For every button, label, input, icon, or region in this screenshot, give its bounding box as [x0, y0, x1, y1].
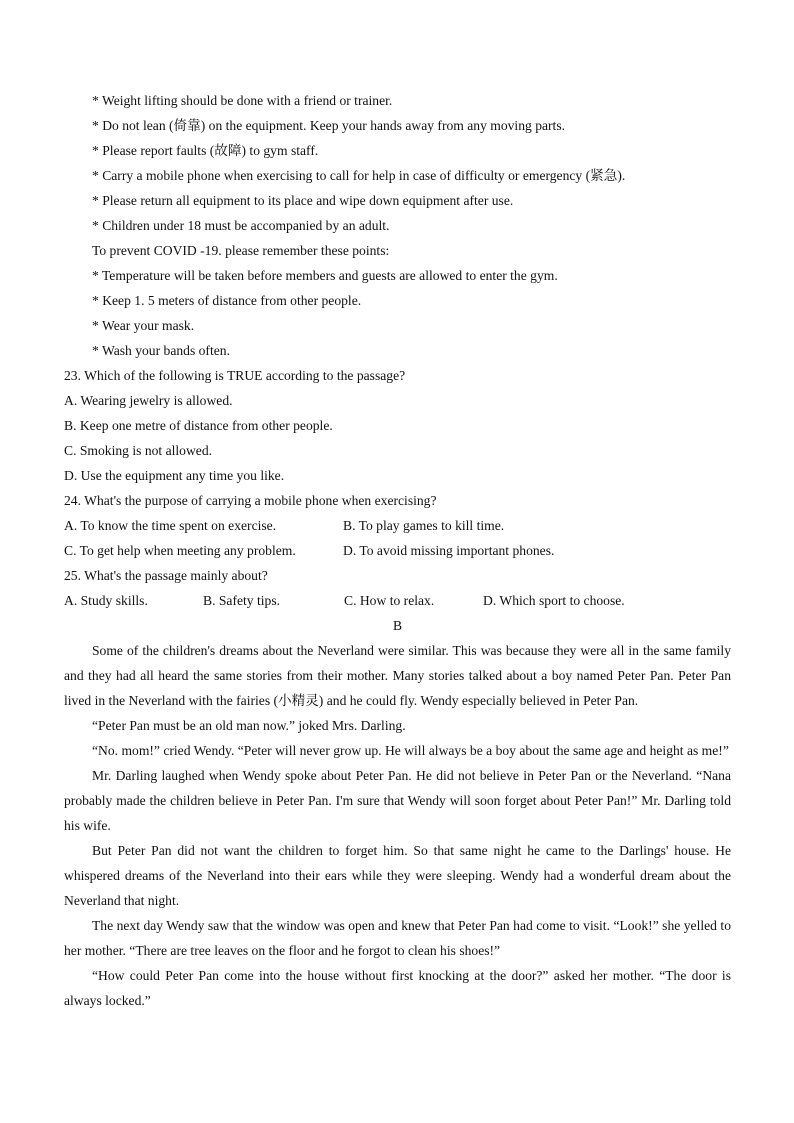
answer-option: D. Which sport to choose.	[483, 593, 625, 608]
rule-item: * Weight lifting should be done with a friend or trainer.	[92, 93, 393, 108]
document-content	[64, 88, 731, 1013]
answer-option: B. Keep one metre of distance from other people.	[64, 418, 333, 433]
covid-point: * Keep 1. 5 meters of distance from other people.	[92, 293, 362, 308]
question-stem: 24. What's the purpose of carrying a mobile phone when exercising?	[64, 493, 437, 508]
question-stem: 23. Which of the following is TRUE according to the passage?	[64, 368, 406, 383]
answer-option: C. Smoking is not allowed.	[64, 443, 213, 458]
covid-intro: To prevent COVID -19. please remember these points:	[92, 243, 390, 258]
story-paragraph: But Peter Pan did not want the children to forget him. So that same night he came to the Darlings' house. He whispered dreams of the Neverland into their ears while they were sleeping. Wendy had a wonderful dream about the Neverland that night.	[64, 843, 731, 908]
answer-row	[64, 538, 731, 563]
rule-item: * Children under 18 must be accompanied by an adult.	[92, 218, 390, 233]
story-paragraph: Mr. Darling laughed when Wendy spoke about Peter Pan. He did not believe in Peter Pan or the Neverland. “Nana probably made the children believe in Peter Pan. I'm sure that Wendy will soon forget about Peter Pan!” Mr. Darling told his wife.	[64, 768, 731, 833]
question-stem: 25. What's the passage mainly about?	[64, 568, 268, 583]
answer-option: B. Safety tips.	[203, 593, 281, 608]
rule-item: * Please return all equipment to its place and wipe down equipment after use.	[92, 193, 514, 208]
answer-option: C. How to relax.	[344, 593, 435, 608]
story-paragraph: “No. mom!” cried Wendy. “Peter will never grow up. He will always be a boy about the same age and height as me!”	[92, 743, 729, 758]
rule-item: * Carry a mobile phone when exercising to call for help in case of difficulty or emergency (紧急).	[92, 168, 626, 183]
answer-option: A. Study skills.	[64, 593, 148, 608]
story-passage	[64, 638, 731, 1013]
answer-option: C. To get help when meeting any problem.	[64, 543, 296, 558]
answer-row	[64, 513, 731, 538]
answer-option: B. To play games to kill time.	[343, 518, 505, 533]
story-paragraph: “Peter Pan must be an old man now.” joked Mrs. Darling.	[92, 718, 406, 733]
answer-option: A. To know the time spent on exercise.	[64, 518, 277, 533]
story-paragraph: Some of the children's dreams about the Neverland were similar. This was because they were all in the same family and they had all heard the same stories from their mother. Many stories talked about a boy named Peter Pan. Peter Pan lived in the Neverland with the fairies (小精灵) and he could fly. Wendy especially believed in Peter Pan.	[64, 643, 731, 708]
story-paragraph: “How could Peter Pan come into the house without first knocking at the door?” asked her mother. “The door is always locked.”	[64, 968, 731, 1008]
question-25	[64, 563, 731, 613]
rule-item: * Do not lean (倚靠) on the equipment. Keep your hands away from any moving parts.	[92, 118, 566, 133]
gym-rules-list	[64, 88, 731, 363]
question-24	[64, 488, 731, 563]
section-heading: B	[392, 618, 403, 633]
answer-row	[64, 588, 731, 613]
answer-option: A. Wearing jewelry is allowed.	[64, 393, 233, 408]
story-paragraph: The next day Wendy saw that the window was open and knew that Peter Pan had come to visit. “Look!” she yelled to her mother. “There are tree leaves on the floor and he forgot to clean his shoes!”	[64, 918, 731, 958]
answer-option: D. To avoid missing important phones.	[343, 543, 555, 558]
covid-point: * Wear your mask.	[92, 318, 195, 333]
covid-point: * Temperature will be taken before members and guests are allowed to enter the gym.	[92, 268, 558, 283]
answer-option: D. Use the equipment any time you like.	[64, 468, 285, 483]
covid-point: * Wash your bands often.	[92, 343, 230, 358]
rule-item: * Please report faults (故障) to gym staff.	[92, 143, 319, 158]
question-23	[64, 363, 731, 488]
